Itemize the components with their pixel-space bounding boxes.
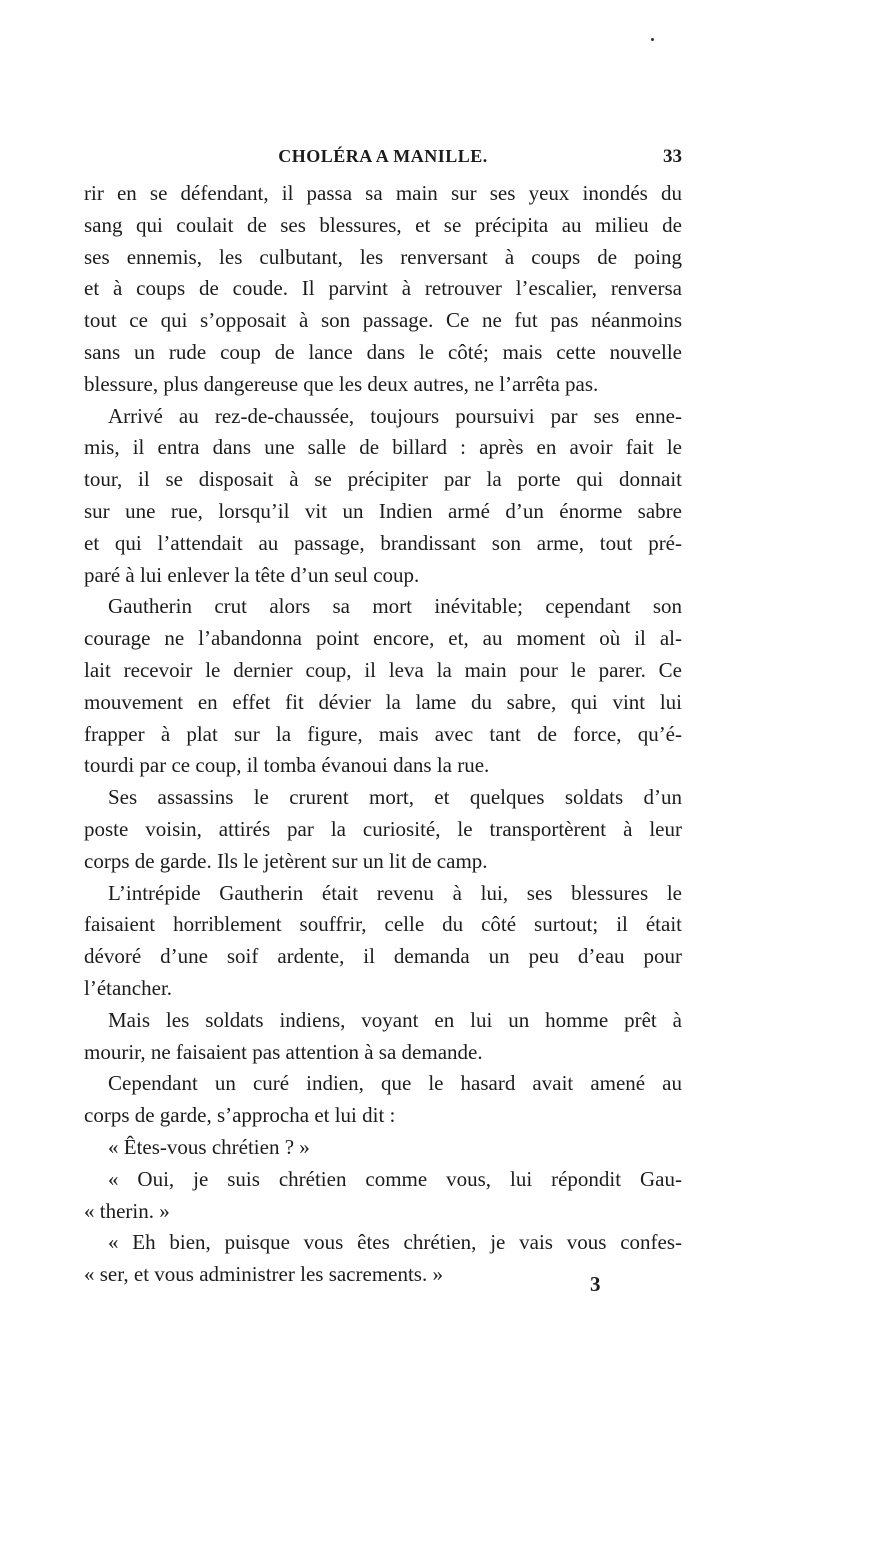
text-line: « Êtes-vous chrétien ? » (108, 1134, 310, 1159)
text-line: blessure, plus dangereuse que les deux autres, ne l’arrêta pas. (84, 371, 599, 396)
text-line: sang qui coulait de ses blessures, et se précipita au milieu de (84, 212, 682, 237)
text-line: sur une rue, lorsqu’il vit un Indien armé d’un énorme sabre (84, 498, 682, 523)
text-line: dévoré d’une soif ardente, il demanda un peu d’eau pour (84, 944, 682, 969)
text-line: mourir, ne faisaient pas attention à sa demande. (84, 1039, 483, 1064)
text-line: paré à lui enlever la tête d’un seul coup. (84, 562, 420, 587)
text-line: mis, il entra dans une salle de billard : après en avoir fait le (84, 435, 682, 460)
text-line: corps de garde. Ils le jetèrent sur un lit de camp. (84, 848, 488, 873)
text-line: l’étancher. (84, 975, 173, 1000)
text-line: et à coups de coude. Il parvint à retrouver l’escalier, renversa (84, 276, 682, 301)
text-line: sans un rude coup de lance dans le côté; mais cette nouvelle (84, 339, 682, 364)
text-line: Gautherin crut alors sa mort inévitable; cependant son (108, 594, 682, 619)
text-line: poste voisin, attirés par la curiosité, le transportèrent à leur (84, 816, 682, 841)
text-line: et qui l’attendait au passage, brandissant son arme, tout pré- (84, 530, 682, 555)
text-line: tout ce qui s’opposait à son passage. Ce ne fut pas néanmoins (84, 308, 682, 333)
text-line: « therin. » (84, 1198, 170, 1223)
text-line: frapper à plat sur la figure, mais avec tant de force, qu’é- (84, 721, 682, 746)
signature-mark: 3 (590, 1272, 601, 1296)
text-line: « Oui, je suis chrétien comme vous, lui répondit Gau- (108, 1166, 682, 1191)
text-line: tourdi par ce coup, il tomba évanoui dans la rue. (84, 753, 490, 778)
text-line: corps de garde, s’approcha et lui dit : (84, 1103, 396, 1128)
text-line: « ser, et vous administrer les sacrements. » (84, 1262, 443, 1287)
text-line: tour, il se disposait à se précipiter par la porte qui donnait (84, 467, 682, 492)
text-line: courage ne l’abandonna point encore, et, au moment où il al- (84, 626, 682, 651)
page-header (84, 146, 682, 170)
text-line: Ses assassins le crurent mort, et quelques soldats d’un (108, 785, 682, 810)
page-number: 33 (663, 146, 682, 167)
text-line: lait recevoir le dernier coup, il leva la main pour le parer. Ce (84, 657, 682, 682)
running-title: CHOLÉRA A MANILLE. (278, 146, 488, 166)
text-line: ses ennemis, les culbutant, les renversant à coups de poing (84, 244, 682, 269)
text-line: rir en se défendant, il passa sa main sur ses yeux inondés du (84, 181, 682, 205)
text-line: L’intrépide Gautherin était revenu à lui, ses blessures le (108, 880, 682, 905)
text-line: Mais les soldats indiens, voyant en lui un homme prêt à (108, 1007, 682, 1032)
text-line: Arrivé au rez-de-chaussée, toujours poursuivi par ses enne- (108, 403, 682, 428)
text-line: faisaient horriblement souffrir, celle du côté surtout; il était (84, 912, 682, 937)
text-line: « Eh bien, puisque vous êtes chrétien, je vais vous confes- (108, 1230, 682, 1255)
ink-speck (651, 38, 654, 41)
text-line: Cependant un curé indien, que le hasard avait amené au (108, 1071, 682, 1096)
text-line: mouvement en effet fit dévier la lame du sabre, qui vint lui (84, 689, 682, 714)
body-text (84, 178, 682, 1291)
